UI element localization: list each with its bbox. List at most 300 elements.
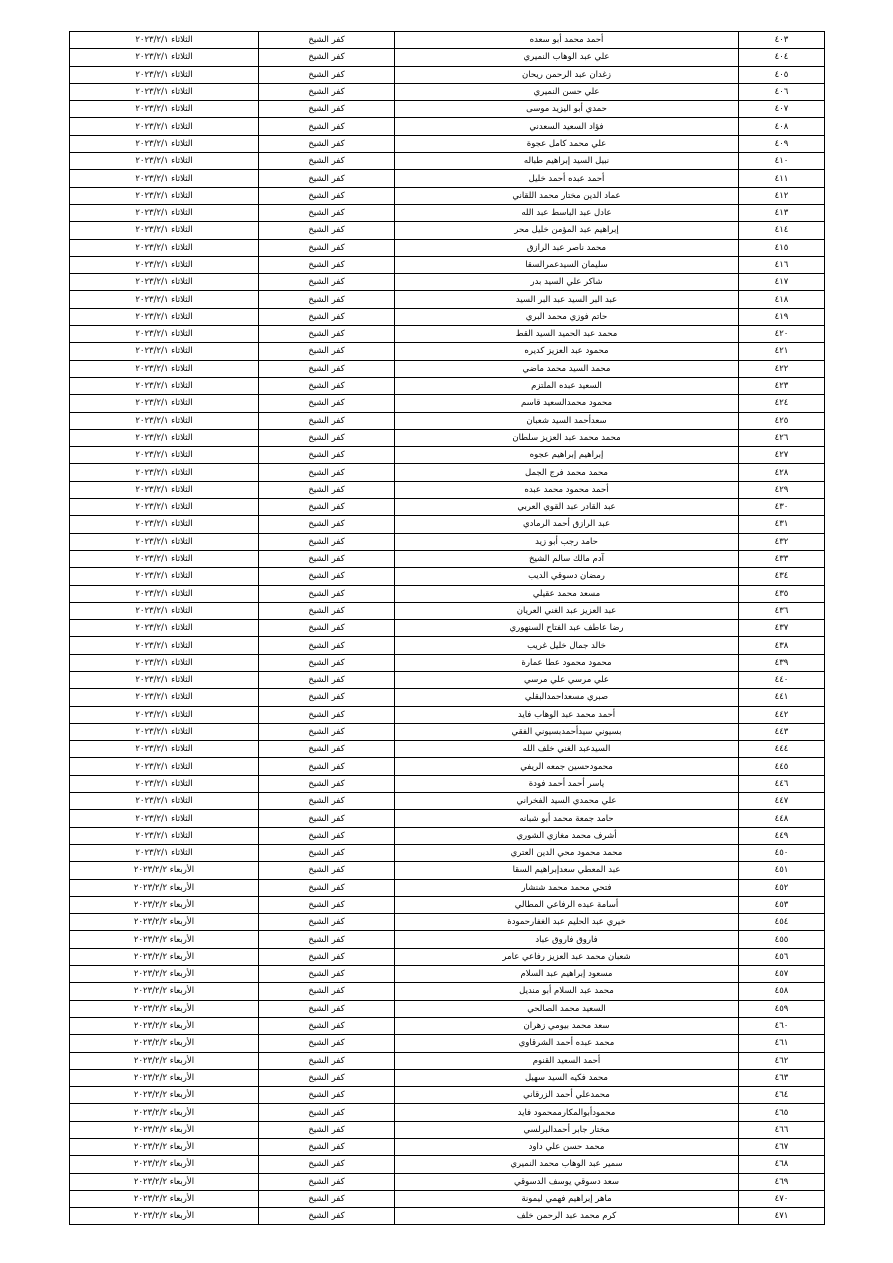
row-number: ٤٦٢ [739,1052,825,1069]
person-name: رضا عاطف عبد الفتاح السنهوري [395,620,739,637]
location: كفر الشيخ [259,550,395,567]
table-row [70,1104,825,1121]
location: كفر الشيخ [259,758,395,775]
person-name: محمد السيد محمد ماضي [395,360,739,377]
roster-sheet [69,31,824,1225]
person-name: محمد محمود محي الدين العتري [395,844,739,861]
person-name: نبيل السيد إبراهيم طباله [395,153,739,170]
session-date: الثلاثاء ٢٠٢٣/٢/١ [70,499,259,516]
person-name: علي حسن النميري [395,83,739,100]
table-row [70,360,825,377]
location: كفر الشيخ [259,66,395,83]
row-number: ٤٥٥ [739,931,825,948]
table-row [70,153,825,170]
table-row [70,343,825,360]
row-number: ٤٠٥ [739,66,825,83]
row-number: ٤٤٤ [739,741,825,758]
location: كفر الشيخ [259,1104,395,1121]
session-date: الأربعاء ٢٠٢٣/٢/٢ [70,1000,259,1017]
row-number: ٤٢٣ [739,377,825,394]
person-name: عبد القادر عبد القوي العربي [395,499,739,516]
row-number: ٤١٩ [739,308,825,325]
location: كفر الشيخ [259,862,395,879]
table-row [70,689,825,706]
location: كفر الشيخ [259,671,395,688]
row-number: ٤٤٠ [739,671,825,688]
person-name: مسعد محمد عقيلي [395,585,739,602]
table-row [70,66,825,83]
table-row [70,844,825,861]
row-number: ٤٦٨ [739,1156,825,1173]
location: كفر الشيخ [259,879,395,896]
session-date: الأربعاء ٢٠٢٣/٢/٢ [70,966,259,983]
location: كفر الشيخ [259,153,395,170]
table-row [70,654,825,671]
row-number: ٤٣٧ [739,620,825,637]
person-name: آدم مالك سالم الشيخ [395,550,739,567]
row-number: ٤٤١ [739,689,825,706]
location: كفر الشيخ [259,1069,395,1086]
session-date: الثلاثاء ٢٠٢٣/٢/١ [70,568,259,585]
table-row [70,481,825,498]
table-row [70,395,825,412]
person-name: ياسر أحمد أحمد فودة [395,775,739,792]
table-row [70,550,825,567]
row-number: ٤٣٦ [739,602,825,619]
row-number: ٤٤٢ [739,706,825,723]
location: كفر الشيخ [259,170,395,187]
session-date: الثلاثاء ٢٠٢٣/٢/١ [70,793,259,810]
table-row [70,170,825,187]
person-name: فاروق فاروق عباد [395,931,739,948]
session-date: الثلاثاء ٢٠٢٣/٢/١ [70,377,259,394]
location: كفر الشيخ [259,291,395,308]
location: كفر الشيخ [259,187,395,204]
person-name: أحمد السعيد القنوم [395,1052,739,1069]
table-row [70,1017,825,1034]
row-number: ٤٧١ [739,1208,825,1225]
row-number: ٤٥٤ [739,914,825,931]
location: كفر الشيخ [259,377,395,394]
location: كفر الشيخ [259,481,395,498]
location: كفر الشيخ [259,568,395,585]
table-row [70,914,825,931]
location: كفر الشيخ [259,1052,395,1069]
session-date: الثلاثاء ٢٠٢٣/٢/١ [70,533,259,550]
session-date: الأربعاء ٢٠٢٣/٢/٢ [70,1035,259,1052]
session-date: الثلاثاء ٢٠٢٣/٢/١ [70,291,259,308]
location: كفر الشيخ [259,689,395,706]
table-row [70,533,825,550]
session-date: الثلاثاء ٢٠٢٣/٢/١ [70,101,259,118]
location: كفر الشيخ [259,1208,395,1225]
row-number: ٤٧٠ [739,1190,825,1207]
session-date: الثلاثاء ٢٠٢٣/٢/١ [70,308,259,325]
row-number: ٤٦٧ [739,1139,825,1156]
table-row [70,620,825,637]
person-name: أحمد عبده أحمد خليل [395,170,739,187]
person-name: خيري عبد الحليم عبد الغفارحمودة [395,914,739,931]
person-name: علي محمدي السيد الفخراني [395,793,739,810]
row-number: ٤٣٥ [739,585,825,602]
row-number: ٤٤٨ [739,810,825,827]
table-row [70,585,825,602]
session-date: الثلاثاء ٢٠٢٣/٢/١ [70,723,259,740]
row-number: ٤١٥ [739,239,825,256]
session-date: الأربعاء ٢٠٢٣/٢/٢ [70,948,259,965]
location: كفر الشيخ [259,637,395,654]
person-name: سعدأحمد السيد شعبان [395,412,739,429]
person-name: سمير عبد الوهاب محمد النميري [395,1156,739,1173]
person-name: علي محمد كامل عجوة [395,135,739,152]
person-name: مسعود إبراهيم عبد السلام [395,966,739,983]
row-number: ٤٤٥ [739,758,825,775]
table-row [70,118,825,135]
row-number: ٤٢٤ [739,395,825,412]
session-date: الثلاثاء ٢٠٢٣/٢/١ [70,256,259,273]
person-name: عبد المعطي سعدإبراهيم السقا [395,862,739,879]
person-name: محمود محمدالسعيد قاسم [395,395,739,412]
row-number: ٤٣٨ [739,637,825,654]
session-date: الثلاثاء ٢٠٢٣/٢/١ [70,464,259,481]
row-number: ٤٣٣ [739,550,825,567]
person-name: محمد عبد السلام أبو منديل [395,983,739,1000]
person-name: عبد الرازق أحمد الرمادي [395,516,739,533]
row-number: ٤٦٤ [739,1087,825,1104]
person-name: السعيد محمد الصالحي [395,1000,739,1017]
table-row [70,256,825,273]
row-number: ٤٢٦ [739,429,825,446]
person-name: سعد دسوقي يوسف الدسوقي [395,1173,739,1190]
location: كفر الشيخ [259,395,395,412]
location: كفر الشيخ [259,499,395,516]
person-name: زغدان عبد الرحمن ريحان [395,66,739,83]
person-name: السيدعبد الغني خلف الله [395,741,739,758]
session-date: الثلاثاء ٢٠٢٣/٢/١ [70,637,259,654]
table-row [70,135,825,152]
location: كفر الشيخ [259,948,395,965]
location: كفر الشيخ [259,1017,395,1034]
session-date: الأربعاء ٢٠٢٣/٢/٢ [70,914,259,931]
person-name: إبراهيم عبد المؤمن خليل محر [395,222,739,239]
session-date: الثلاثاء ٢٠٢٣/٢/١ [70,343,259,360]
row-number: ٤٢٧ [739,447,825,464]
table-row [70,308,825,325]
person-name: عبد البر السيد عبد البر السيد [395,291,739,308]
person-name: محمودأبوالمكارممحمود فايد [395,1104,739,1121]
table-row [70,377,825,394]
location: كفر الشيخ [259,1035,395,1052]
location: كفر الشيخ [259,741,395,758]
table-row [70,516,825,533]
session-date: الأربعاء ٢٠٢٣/٢/٢ [70,1121,259,1138]
session-date: الثلاثاء ٢٠٢٣/٢/١ [70,49,259,66]
person-name: محمود محمود عطا عمارة [395,654,739,671]
location: كفر الشيخ [259,1156,395,1173]
table-row [70,1087,825,1104]
table-row [70,239,825,256]
row-number: ٤٦٣ [739,1069,825,1086]
person-name: محمودحسين جمعه الريفي [395,758,739,775]
location: كفر الشيخ [259,360,395,377]
person-name: شعبان محمد عبد العزيز رفاعي عامر [395,948,739,965]
session-date: الأربعاء ٢٠٢٣/٢/٢ [70,1017,259,1034]
person-name: شاكر علي السيد بدر [395,274,739,291]
row-number: ٤٣٠ [739,499,825,516]
location: كفر الشيخ [259,706,395,723]
location: كفر الشيخ [259,343,395,360]
session-date: الأربعاء ٢٠٢٣/٢/٢ [70,931,259,948]
location: كفر الشيخ [259,793,395,810]
row-number: ٤٥٦ [739,948,825,965]
table-row [70,983,825,1000]
table-row [70,187,825,204]
session-date: الثلاثاء ٢٠٢٣/٢/١ [70,153,259,170]
location: كفر الشيخ [259,896,395,913]
row-number: ٤٣١ [739,516,825,533]
person-name: أحمد محمد عبد الوهاب فايد [395,706,739,723]
table-row [70,222,825,239]
location: كفر الشيخ [259,274,395,291]
session-date: الثلاثاء ٢٠٢٣/٢/١ [70,447,259,464]
table-row [70,291,825,308]
person-name: سعد محمد بيومي زهران [395,1017,739,1034]
row-number: ٤٠٤ [739,49,825,66]
table-row [70,1190,825,1207]
row-number: ٤٥٣ [739,896,825,913]
person-name: محمدعلي أحمد الزرقاني [395,1087,739,1104]
person-name: أحمد محمود محمد عبده [395,481,739,498]
location: كفر الشيخ [259,101,395,118]
session-date: الثلاثاء ٢٠٢٣/٢/١ [70,360,259,377]
session-date: الأربعاء ٢٠٢٣/٢/٢ [70,1156,259,1173]
session-date: الثلاثاء ٢٠٢٣/٢/١ [70,326,259,343]
person-name: حمدي أبو اليزيد موسى [395,101,739,118]
table-row [70,966,825,983]
person-name: فتحي محمد محمد شنشار [395,879,739,896]
table-row [70,83,825,100]
session-date: الثلاثاء ٢٠٢٣/٢/١ [70,810,259,827]
session-date: الأربعاء ٢٠٢٣/٢/٢ [70,1173,259,1190]
location: كفر الشيخ [259,83,395,100]
location: كفر الشيخ [259,620,395,637]
location: كفر الشيخ [259,464,395,481]
row-number: ٤١٤ [739,222,825,239]
session-date: الأربعاء ٢٠٢٣/٢/٢ [70,1104,259,1121]
row-number: ٤١٧ [739,274,825,291]
location: كفر الشيخ [259,429,395,446]
location: كفر الشيخ [259,966,395,983]
row-number: ٤٠٣ [739,32,825,49]
row-number: ٤٢٩ [739,481,825,498]
person-name: محمد ناصر عبد الرازق [395,239,739,256]
session-date: الثلاثاء ٢٠٢٣/٢/١ [70,170,259,187]
location: كفر الشيخ [259,983,395,1000]
person-name: حاتم فوزي محمد البري [395,308,739,325]
session-date: الثلاثاء ٢٠٢٣/٢/١ [70,274,259,291]
table-row [70,793,825,810]
row-number: ٤٢٢ [739,360,825,377]
session-date: الثلاثاء ٢٠٢٣/٢/١ [70,118,259,135]
row-number: ٤١٦ [739,256,825,273]
row-number: ٤٣٩ [739,654,825,671]
session-date: الثلاثاء ٢٠٢٣/٢/١ [70,83,259,100]
location: كفر الشيخ [259,1139,395,1156]
location: كفر الشيخ [259,239,395,256]
session-date: الثلاثاء ٢٠٢٣/٢/١ [70,741,259,758]
table-row [70,706,825,723]
session-date: الثلاثاء ٢٠٢٣/٢/١ [70,706,259,723]
table-row [70,775,825,792]
session-date: الثلاثاء ٢٠٢٣/٢/١ [70,412,259,429]
row-number: ٤٢٥ [739,412,825,429]
table-row [70,879,825,896]
row-number: ٤٦١ [739,1035,825,1052]
location: كفر الشيخ [259,654,395,671]
table-row [70,931,825,948]
table-row [70,637,825,654]
location: كفر الشيخ [259,844,395,861]
location: كفر الشيخ [259,723,395,740]
table-row [70,810,825,827]
location: كفر الشيخ [259,256,395,273]
row-number: ٤١٨ [739,291,825,308]
row-number: ٤١١ [739,170,825,187]
location: كفر الشيخ [259,222,395,239]
row-number: ٤٥١ [739,862,825,879]
row-number: ٤٠٨ [739,118,825,135]
row-number: ٤٣٤ [739,568,825,585]
person-name: فؤاد السعيد السعدني [395,118,739,135]
row-number: ٤٤٧ [739,793,825,810]
person-name: رمضان دسوقي الديب [395,568,739,585]
session-date: الثلاثاء ٢٠٢٣/٢/١ [70,671,259,688]
table-row [70,49,825,66]
location: كفر الشيخ [259,602,395,619]
location: كفر الشيخ [259,827,395,844]
session-date: الثلاثاء ٢٠٢٣/٢/١ [70,585,259,602]
row-number: ٤١٢ [739,187,825,204]
person-name: عادل عبد الباسط عبد الله [395,204,739,221]
row-number: ٤٥٧ [739,966,825,983]
row-number: ٤١٣ [739,204,825,221]
location: كفر الشيخ [259,931,395,948]
session-date: الثلاثاء ٢٠٢٣/٢/١ [70,66,259,83]
person-name: محمد محمد فرج الجمل [395,464,739,481]
table-row [70,499,825,516]
session-date: الأربعاء ٢٠٢٣/٢/٢ [70,879,259,896]
person-name: محمد فكيه السيد سهيل [395,1069,739,1086]
table-row [70,741,825,758]
session-date: الثلاثاء ٢٠٢٣/٢/١ [70,516,259,533]
location: كفر الشيخ [259,914,395,931]
row-number: ٤٤٣ [739,723,825,740]
location: كفر الشيخ [259,326,395,343]
person-name: إبراهيم إبراهيم عجوه [395,447,739,464]
row-number: ٤٢١ [739,343,825,360]
session-date: الثلاثاء ٢٠٢٣/٢/١ [70,775,259,792]
location: كفر الشيخ [259,308,395,325]
person-name: حامد رجب أبو زيد [395,533,739,550]
person-name: محمود عبد العزيز كديره [395,343,739,360]
row-number: ٤٤٩ [739,827,825,844]
table-row [70,671,825,688]
location: كفر الشيخ [259,412,395,429]
person-name: محمد محمد عبد العزيز سلطان [395,429,739,446]
table-row [70,1121,825,1138]
person-name: بسيوني سيدأحمدبسيوني الفقي [395,723,739,740]
session-date: الثلاثاء ٢٠٢٣/٢/١ [70,602,259,619]
location: كفر الشيخ [259,32,395,49]
person-name: ماهر إبراهيم فهمي ليمونة [395,1190,739,1207]
table-row [70,1208,825,1225]
location: كفر الشيخ [259,1173,395,1190]
row-number: ٤٦٩ [739,1173,825,1190]
row-number: ٤٥٨ [739,983,825,1000]
table-row [70,1069,825,1086]
table-row [70,447,825,464]
table-row [70,204,825,221]
session-date: الأربعاء ٢٠٢٣/٢/٢ [70,1052,259,1069]
session-date: الثلاثاء ٢٠٢٣/٢/١ [70,689,259,706]
person-name: سليمان السيدعمرالسقا [395,256,739,273]
row-number: ٤٠٦ [739,83,825,100]
session-date: الأربعاء ٢٠٢٣/٢/٢ [70,862,259,879]
table-row [70,326,825,343]
session-date: الثلاثاء ٢٠٢٣/٢/١ [70,844,259,861]
row-number: ٤٠٩ [739,135,825,152]
session-date: الأربعاء ٢٠٢٣/٢/٢ [70,1087,259,1104]
table-row [70,274,825,291]
session-date: الأربعاء ٢٠٢٣/٢/٢ [70,1069,259,1086]
row-number: ٤٥٩ [739,1000,825,1017]
table-row [70,758,825,775]
session-date: الثلاثاء ٢٠٢٣/٢/١ [70,550,259,567]
person-name: أسامة عبده الرفاعي المطالي [395,896,739,913]
roster-body [70,32,825,1225]
person-name: محمد عبد الحميد السيد القط [395,326,739,343]
person-name: علي مرسي علي مرسي [395,671,739,688]
person-name: أحمد محمد أبو سعده [395,32,739,49]
person-name: حامد جمعة محمد أبو شبانه [395,810,739,827]
session-date: الثلاثاء ٢٠٢٣/٢/١ [70,204,259,221]
session-date: الثلاثاء ٢٠٢٣/٢/١ [70,135,259,152]
location: كفر الشيخ [259,810,395,827]
row-number: ٤٦٥ [739,1104,825,1121]
table-row [70,948,825,965]
session-date: الأربعاء ٢٠٢٣/٢/٢ [70,1190,259,1207]
person-name: كرم محمد عبد الرحمن خلف [395,1208,739,1225]
person-name: السعيد عبده الملتزم [395,377,739,394]
session-date: الثلاثاء ٢٠٢٣/٢/١ [70,481,259,498]
table-row [70,1156,825,1173]
table-row [70,1052,825,1069]
person-name: مختار جابر أحمدالبرلسي [395,1121,739,1138]
row-number: ٤٠٧ [739,101,825,118]
session-date: الثلاثاء ٢٠٢٣/٢/١ [70,222,259,239]
session-date: الأربعاء ٢٠٢٣/٢/٢ [70,1208,259,1225]
table-row [70,827,825,844]
table-row [70,862,825,879]
table-row [70,101,825,118]
row-number: ٤٢٠ [739,326,825,343]
row-number: ٤٥٠ [739,844,825,861]
person-name: عبد العزيز عبد الغني العريان [395,602,739,619]
row-number: ٤٥٢ [739,879,825,896]
roster-table [69,31,825,1225]
location: كفر الشيخ [259,49,395,66]
session-date: الثلاثاء ٢٠٢٣/٢/١ [70,239,259,256]
